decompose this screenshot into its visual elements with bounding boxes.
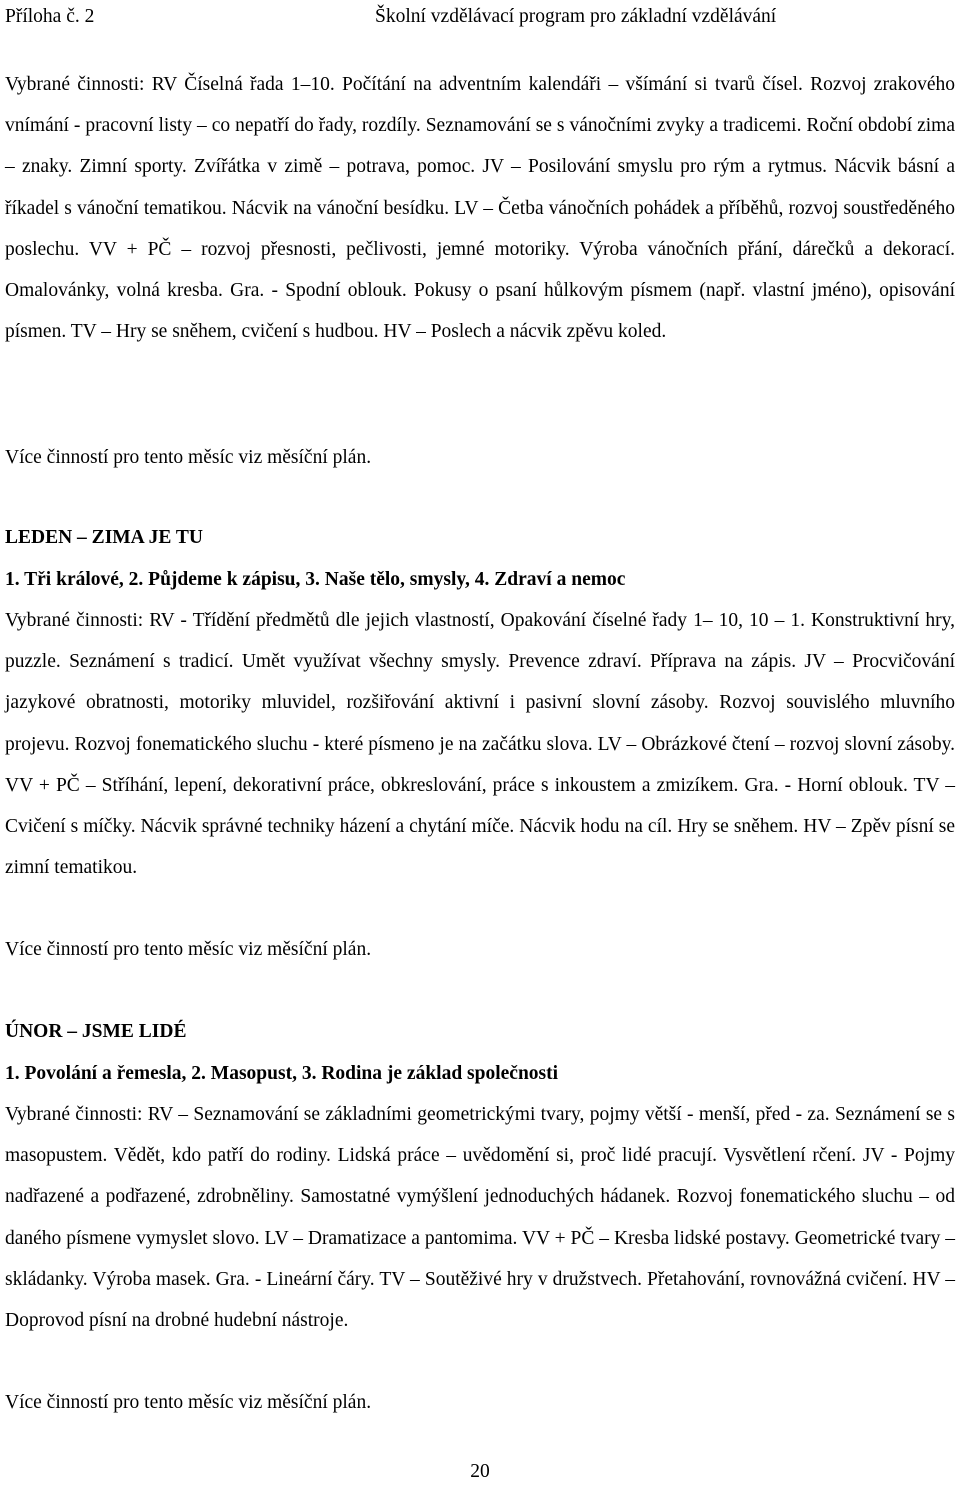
january-activities <box>5 600 955 888</box>
january-heading: LEDEN – ZIMA JE TU <box>5 527 203 548</box>
february-activities <box>5 1094 955 1341</box>
december-activities <box>5 64 955 352</box>
february-activities-text: Vybrané činnosti: RV – Seznamování se základními geometrickými tvary, pojmy větší - menší, před - za. Seznámení se s masopustem. Vědět, kdo patří do rodiny. Lidská práce – uvědomění si, proč lidé pracují. Vysvětlení rčení. JV - Pojmy nadřazené a podřazené, zdrobněliny. Samostatné vymýšlení jednoduchých hádanek. Rozvoj fonematického sluchu – od daného písmene vymyslet slovo. LV – Dramatizace a pantomima. VV + PČ – Kresba lidské postavy. Geometrické tvary – skládanky. Výroba masek. Gra. - Lineární čáry. TV – Soutěživé hry v družstvech. Přetahování, rovnovážná cvičení. HV – Doprovod písní na drobné hudební nástroje. <box>5 1104 955 1332</box>
page-number: 20 <box>470 1461 490 1482</box>
header-appendix-label: Příloha č. 2 <box>5 6 95 27</box>
january-more-note: Více činností pro tento měsíc viz měsíční plán. <box>5 939 372 960</box>
february-topics: 1. Povolání a řemesla, 2. Masopust, 3. Rodina je základ společnosti <box>5 1063 559 1084</box>
december-more-note: Více činností pro tento měsíc viz měsíční plán. <box>5 447 372 468</box>
january-activities-text: Vybrané činnosti: RV - Třídění předmětů dle jejich vlastností, Opakování číselné řady 1– 10, 10 – 1. Konstruktivní hry, puzzle. Seznámení s tradicí. Umět využívat všechny smysly. Prevence zdraví. Příprava na zápis. JV – Procvičování jazykové obratnosti, motoriky mluvidel, rozšiřování aktivní i pasivní slovní zásoby. Rozvoj souvislého mluvního projevu. Rozvoj fonematického sluchu - které písmeno je na začátku slova. LV – Obrázkové čtení – rozvoj slovní zásoby. VV + PČ – Stříhání, lepení, dekorativní práce, obkreslování, práce s inkoustem a zmizíkem. Gra. - Horní oblouk. TV – Cvičení s míčky. Nácvik správné techniky házení a chytání míče. Nácvik hodu na cíl. Hry se sněhem. HV – Zpěv písní se zimní tematikou. <box>5 610 955 879</box>
december-activities-text: Vybrané činnosti: RV Číselná řada 1–10. Počítání na adventním kalendáři – všímání si tvarů čísel. Rozvoj zrakového vnímání - pracovní listy – co nepatří do řady, rozdíly. Seznamování se s vánočními zvyky a tradicemi. Roční období zima – znaky. Zimní sporty. Zvířátka v zimě – potrava, pomoc. JV – Posilování smyslu pro rým a rytmus. Nácvik básní a říkadel s vánoční tematikou. Nácvik na vánoční besídku. LV – Četba vánočních pohádek a příběhů, rozvoj soustředěného poslechu. VV + PČ – rozvoj přesnosti, pečlivosti, jemné motoriky. Výroba vánočních přání, dárečků a dekorací. Omalovánky, volná kresba. Gra. - Spodní oblouk. Pokusy o psaní hůlkovým písmem (např. vlastní jméno), opisování písmen. TV – Hry se sněhem, cvičení s hudbou. HV – Poslech a nácvik zpěvu koled. <box>5 74 955 343</box>
february-more-note: Více činností pro tento měsíc viz měsíční plán. <box>5 1392 372 1413</box>
january-topics: 1. Tři králové, 2. Půjdeme k zápisu, 3. Naše tělo, smysly, 4. Zdraví a nemoc <box>5 569 626 590</box>
february-heading: ÚNOR – JSME LIDÉ <box>5 1021 187 1042</box>
header-document-title: Školní vzdělávací program pro základní vzdělávání <box>375 6 777 27</box>
